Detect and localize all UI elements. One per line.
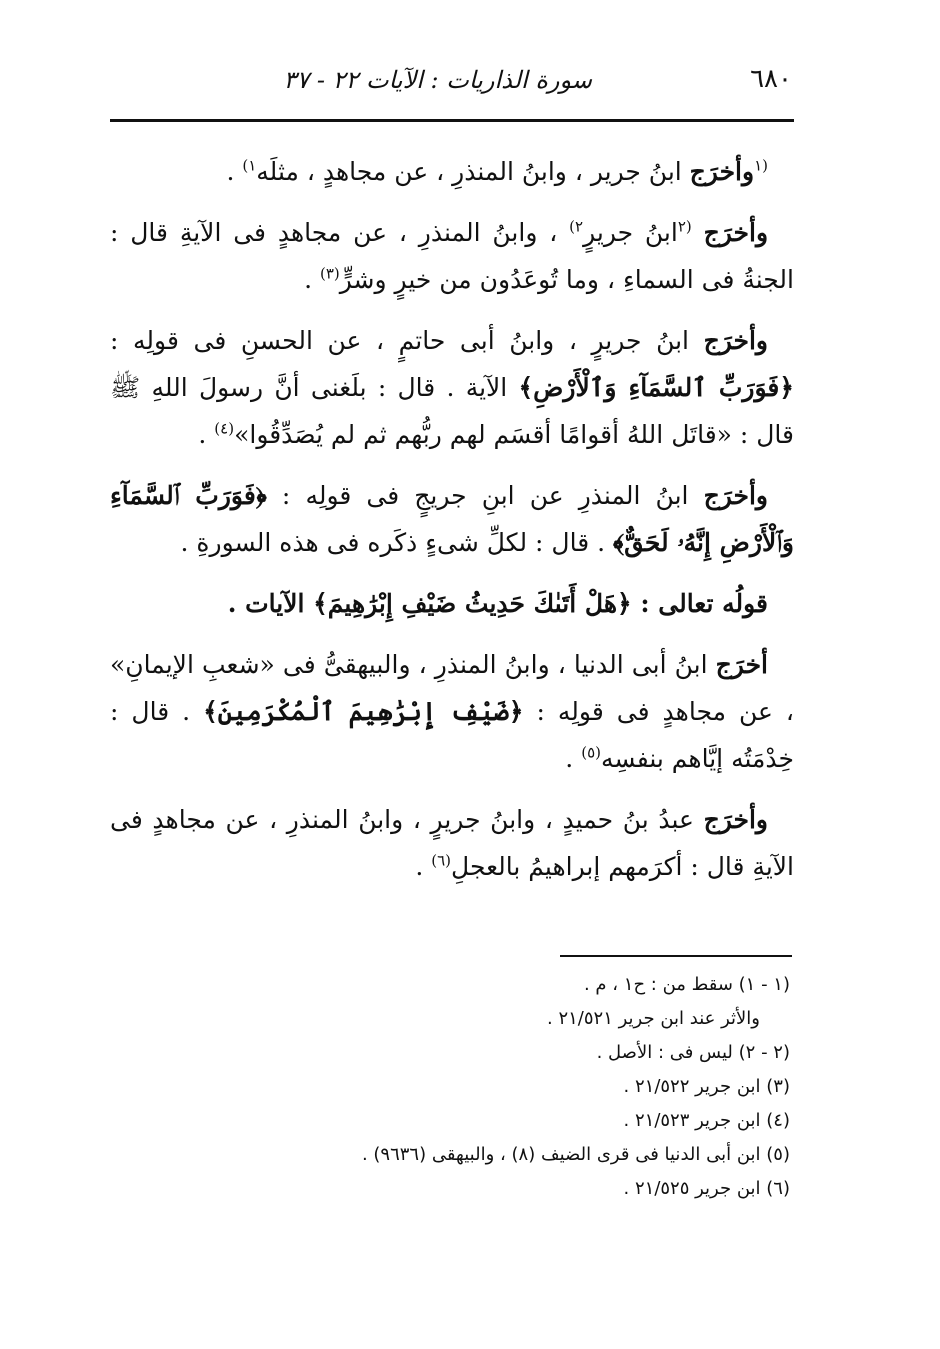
- paragraph-tail: .: [198, 420, 215, 449]
- paragraph-text: ابنُ جريرٍ: [583, 218, 678, 247]
- page-header: [112, 62, 792, 106]
- paragraph-lead: وأخرَج: [703, 218, 769, 247]
- paragraph-lead: وأخرَج: [703, 326, 768, 355]
- footnote-ref: (٦): [431, 851, 452, 870]
- footnote-ref-open: (١: [754, 156, 768, 175]
- paragraph-tail: .: [304, 265, 320, 294]
- running-title: سورة الذاريات : الآيات ٢٢ - ٣٧: [283, 66, 592, 94]
- footnote-ref-open: (٢: [677, 217, 692, 236]
- footnote-2: (٢ - ٢) ليس فى : الأصل .: [596, 1042, 790, 1063]
- heading-tail: الآيات .: [227, 589, 314, 618]
- paragraph-lead: أخرَج: [715, 650, 768, 679]
- paragraph-lead: وأخرَج: [703, 805, 768, 834]
- paragraph-lead: وأخرَج: [689, 157, 755, 186]
- paragraph-2: [110, 209, 794, 303]
- footnote-3: (٣) ابن جرير ٢١/٥٢٢ .: [623, 1076, 790, 1097]
- paragraph-tail: .: [565, 744, 582, 773]
- footnote-1: (١ - ١) سقط من : ح١ ، م .: [583, 974, 790, 995]
- header-rule: [110, 119, 794, 122]
- paragraph-text: ابنُ جرير ، وابنُ المنذرِ ، عن مجاهدٍ ، مثلَه: [256, 157, 690, 186]
- quran-verse: ﴿فَوَرَبِّ ٱلسَّمَآءِ وَٱلْأَرْضِ﴾: [518, 373, 794, 402]
- paragraph-text: ابنُ المنذرِ عن ابنِ جريجٍ فى قولِه :: [266, 481, 704, 510]
- footnotes: [110, 968, 790, 1206]
- main-text: [110, 148, 794, 904]
- paragraph-lead: وأخرَج: [703, 481, 768, 510]
- footnote-ref: (٣): [319, 264, 340, 283]
- paragraph-1: [110, 148, 794, 195]
- heading-lead: قولُه تعالى :: [631, 589, 768, 618]
- footnote-ref: (٤): [214, 419, 235, 438]
- footnote-ref-close: ٢): [569, 217, 584, 236]
- paragraph-3: [110, 317, 794, 458]
- paragraph-4: [110, 472, 794, 566]
- paragraph-text-2: ، وابنُ المنذرِ ، عن مجاهدٍ فى الآيةِ قال : الجنةُ فى السماءِ ، وما تُوعَدُون من خيرٍ وشرٍّ: [110, 218, 794, 294]
- paragraph-text-2: . قال : خِدْمَتُه إيَّاهم بنفسِه: [110, 697, 794, 773]
- paragraph-text-2: . قال : لكلِّ شىءٍ ذكَره فى هذه السورةِ .: [180, 528, 613, 557]
- paragraph-tail: .: [415, 852, 432, 881]
- footnote-5: (٥) ابن أبى الدنيا فى قرى الضيف (٨) ، والبيهقى (٩٦٣٦) .: [361, 1144, 790, 1165]
- paragraph-text: عبدُ بنُ حميدٍ ، وابنُ جريرٍ ، وابنُ المنذرِ ، عن مجاهدٍ فى الآيةِ قال : أكرَمهم إبراهيمُ بالعجلِ: [110, 805, 794, 881]
- footnote-4: (٤) ابن جرير ٢١/٥٢٣ .: [623, 1110, 790, 1131]
- paragraph-text: ابنُ جريرٍ ، وابنُ أبى حاتمٍ ، عن الحسنِ فى قولِه :: [110, 326, 704, 355]
- quran-verse: ﴿هَلْ أَتَىٰكَ حَدِيثُ ضَيْفِ إِبْرَٰهِيمَ﴾: [313, 589, 632, 618]
- footnote-ref-close: ١): [242, 156, 257, 175]
- footnote-rule: [560, 955, 792, 957]
- paragraph-6: [110, 796, 794, 890]
- footnote-1-continued: والأثر عند ابن جرير ٢١/٥٢١ .: [547, 1008, 760, 1029]
- footnote-6: (٦) ابن جرير ٢١/٥٢٥ .: [623, 1178, 790, 1199]
- footnote-ref: (٥): [581, 743, 601, 762]
- paragraph-text-2: الآية . قال : بلَغنى أنَّ رسولَ اللهِ ﷺ قال : «قاتَل اللهُ أقوامًا أقسَم لهم ربُّهم ثم لم يُصَدِّقُوا»: [110, 373, 794, 449]
- paragraph-tail: .: [226, 157, 243, 186]
- quran-verse: ﴿ضَيْفِ إِبْرَٰهِيمَ ٱلْمُكْرَمِينَ﴾: [203, 697, 524, 726]
- section-heading: [110, 580, 794, 627]
- page-number: ٦٨٠: [750, 64, 792, 94]
- quran-verse: ﴿فَوَرَبِّ ٱلسَّمَآءِ وَٱلْأَرْضِ إِنَّهُۥ لَحَقٌّ﴾: [110, 481, 794, 557]
- paragraph-text: ابنُ أبى الدنيا ، وابنُ المنذرِ ، والبيهقىُّ فى «شعبِ الإيمانِ» ، عن مجاهدٍ فى قولِه :: [110, 650, 794, 726]
- paragraph-5: [110, 641, 794, 782]
